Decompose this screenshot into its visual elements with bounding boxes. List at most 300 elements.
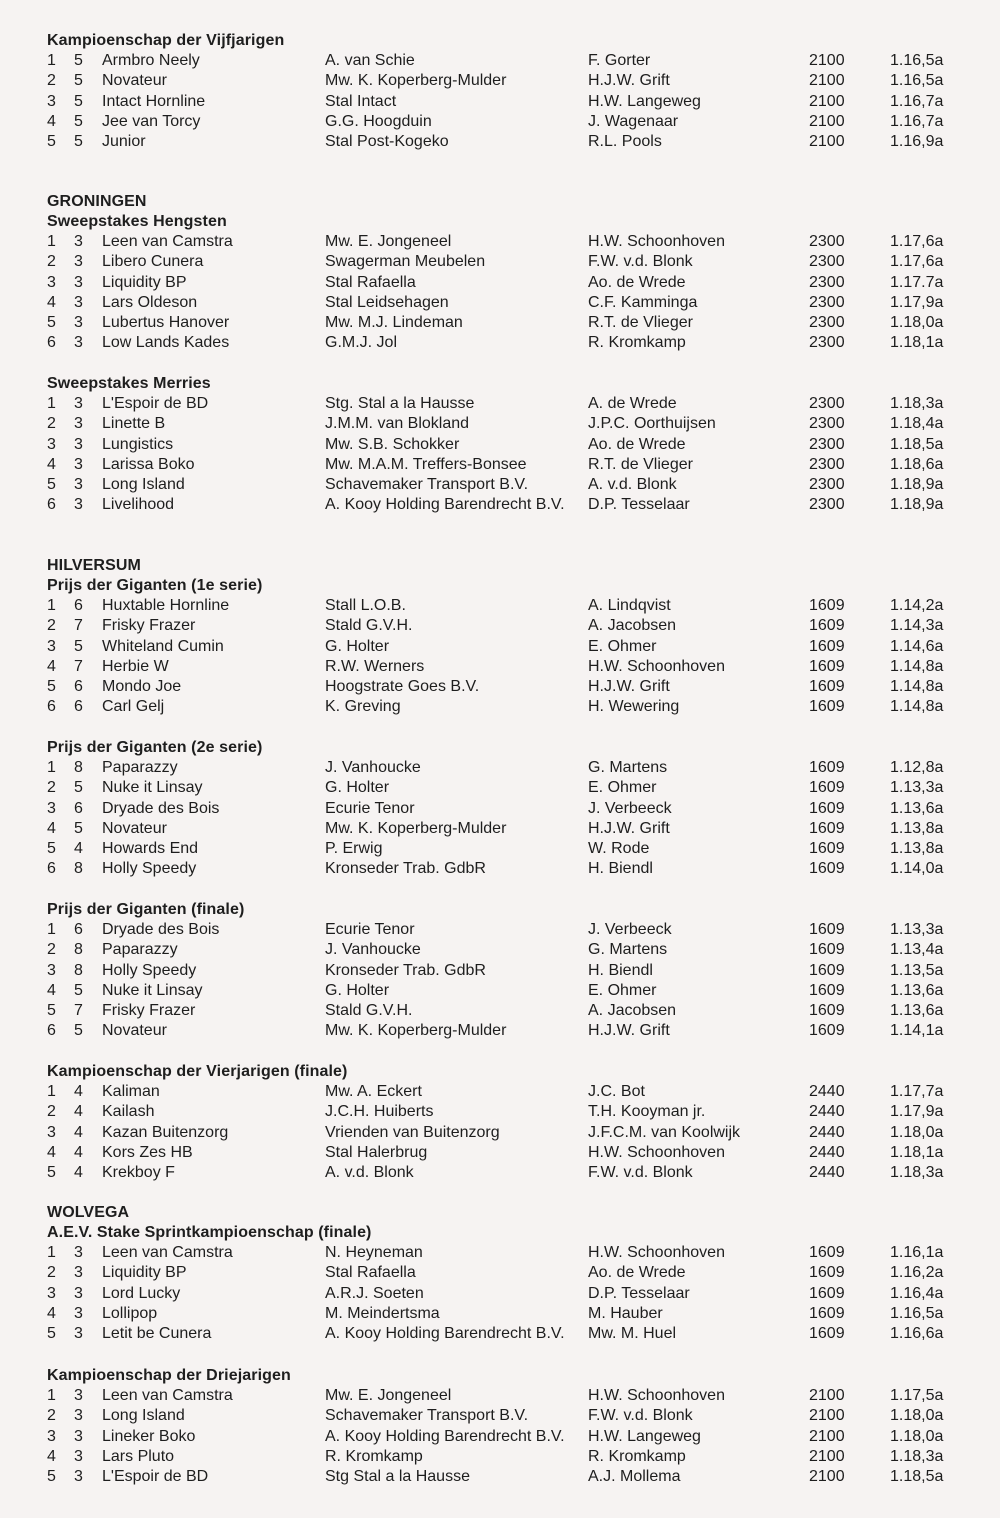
owner: Stald G.V.H. <box>325 1002 413 1020</box>
result-row <box>47 435 967 455</box>
distance: 2300 <box>809 395 845 412</box>
owner: A. Kooy Holding Barendrecht B.V. <box>325 1427 565 1445</box>
race-section <box>47 31 967 152</box>
owner: J.C.H. Huiberts <box>325 1103 434 1121</box>
horse-name: Frisky Frazer <box>102 1002 196 1020</box>
driver: W. Rode <box>588 840 650 858</box>
time: 1.18,4a <box>890 415 944 433</box>
time: 1.13,6a <box>890 799 944 817</box>
distance: 1609 <box>809 617 845 635</box>
result-row <box>47 495 967 515</box>
result-row <box>47 940 967 960</box>
distance: 2300 <box>809 415 845 433</box>
horse-name: Kazan Buitenzorg <box>102 1123 229 1141</box>
result-row <box>47 1021 967 1041</box>
time: 1.16,2a <box>890 1264 944 1282</box>
distance: 1609 <box>809 921 845 938</box>
driver: F.W. v.d. Blonk <box>588 253 693 271</box>
distance: 2100 <box>809 92 845 110</box>
position: 2 <box>47 1264 56 1282</box>
position: 3 <box>47 1123 56 1141</box>
age: 3 <box>74 1387 83 1404</box>
owner: Kronseder Trab. GdbR <box>325 860 486 878</box>
result-row <box>47 1427 967 1447</box>
time: 1.18,3a <box>890 1164 944 1182</box>
distance: 2300 <box>809 435 845 453</box>
horse-name: Libero Cunera <box>102 253 204 271</box>
age: 3 <box>74 415 83 433</box>
position: 6 <box>47 334 56 352</box>
owner: G. Holter <box>325 779 390 797</box>
driver: T.H. Kooyman jr. <box>588 1103 706 1121</box>
race-title: Sweepstakes Hengsten <box>47 213 227 230</box>
age: 8 <box>74 860 83 878</box>
result-row <box>47 112 967 132</box>
result-row <box>47 1324 967 1344</box>
time: 1.14,6a <box>890 637 944 655</box>
venue-heading: GRONINGEN <box>47 193 147 210</box>
time: 1.18,1a <box>890 334 944 352</box>
distance: 1609 <box>809 678 845 696</box>
distance: 2100 <box>809 1407 845 1425</box>
age: 3 <box>74 314 83 332</box>
horse-name: Long Island <box>102 1407 185 1425</box>
age: 5 <box>74 72 83 90</box>
position: 1 <box>47 597 56 614</box>
age: 3 <box>74 293 83 311</box>
horse-name: Leen van Camstra <box>102 233 233 250</box>
position: 1 <box>47 921 56 938</box>
owner: Mw. M.J. Lindeman <box>325 314 463 332</box>
position: 4 <box>47 1304 56 1322</box>
owner: Ecurie Tenor <box>325 921 415 938</box>
horse-name: Lars Oldeson <box>102 293 198 311</box>
age: 3 <box>74 1325 83 1343</box>
position: 2 <box>47 415 56 433</box>
horse-name: Kaliman <box>102 1083 160 1100</box>
age: 3 <box>74 395 83 412</box>
result-row <box>47 1102 967 1122</box>
distance: 1609 <box>809 840 845 858</box>
age: 5 <box>74 637 83 655</box>
owner: Stall L.O.B. <box>325 597 406 614</box>
position: 5 <box>47 1468 56 1486</box>
position: 1 <box>47 395 56 412</box>
time: 1.16,9a <box>890 133 944 151</box>
distance: 1609 <box>809 819 845 837</box>
horse-name: Larissa Boko <box>102 455 195 473</box>
driver: A. Lindqvist <box>588 597 671 614</box>
time: 1.17,9a <box>890 293 944 311</box>
race-title: Kampioenschap der Driejarigen <box>47 1367 291 1384</box>
age: 3 <box>74 1304 83 1322</box>
driver: F.W. v.d. Blonk <box>588 1164 693 1182</box>
time: 1.16,5a <box>890 1304 944 1322</box>
driver: J.F.C.M. van Koolwijk <box>588 1123 741 1141</box>
driver: H.J.W. Grift <box>588 1022 670 1040</box>
owner: Mw. K. Koperberg-Mulder <box>325 72 507 90</box>
time: 1.13,5a <box>890 961 944 979</box>
result-row <box>47 778 967 798</box>
result-row <box>47 1467 967 1487</box>
race-title: A.E.V. Stake Sprintkampioenschap (finale) <box>47 1224 372 1241</box>
distance: 2440 <box>809 1123 845 1141</box>
time: 1.17,6a <box>890 233 944 250</box>
time: 1.17,5a <box>890 1387 944 1404</box>
horse-name: Holly Speedy <box>102 860 197 878</box>
age: 4 <box>74 1083 83 1100</box>
age: 4 <box>74 1123 83 1141</box>
time: 1.16,5a <box>890 52 944 69</box>
time: 1.18,0a <box>890 1427 944 1445</box>
horse-name: L'Espoir de BD <box>102 1468 209 1486</box>
driver: H.W. Langeweg <box>588 1427 701 1445</box>
horse-name: Novateur <box>102 72 167 90</box>
horse-name: Livelihood <box>102 496 175 514</box>
result-row <box>47 1163 967 1183</box>
age: 3 <box>74 1407 83 1425</box>
owner: A.R.J. Soeten <box>325 1284 424 1302</box>
age: 3 <box>74 435 83 453</box>
position: 5 <box>47 1002 56 1020</box>
race-section <box>47 900 967 1042</box>
owner: K. Greving <box>325 698 401 716</box>
position: 4 <box>47 819 56 837</box>
horse-name: Dryade des Bois <box>102 921 220 938</box>
distance: 2300 <box>809 334 845 352</box>
driver: G. Martens <box>588 941 668 959</box>
position: 2 <box>47 617 56 635</box>
age: 4 <box>74 1143 83 1161</box>
result-row <box>47 819 967 839</box>
position: 4 <box>47 455 56 473</box>
age: 6 <box>74 678 83 696</box>
owner: Stal Halerbrug <box>325 1143 428 1161</box>
owner: Vrienden van Buitenzorg <box>325 1123 500 1141</box>
horse-name: Holly Speedy <box>102 961 197 979</box>
driver: J.C. Bot <box>588 1083 645 1100</box>
driver: Ao. de Wrede <box>588 1264 686 1282</box>
age: 3 <box>74 1264 83 1282</box>
owner: Mw. A. Eckert <box>325 1083 422 1100</box>
driver: H.W. Schoonhoven <box>588 1244 725 1261</box>
time: 1.18,3a <box>890 395 944 412</box>
position: 3 <box>47 273 56 291</box>
race-section <box>47 1062 967 1183</box>
driver: F.W. v.d. Blonk <box>588 1407 693 1425</box>
result-row <box>47 1386 967 1406</box>
age: 6 <box>74 921 83 938</box>
distance: 2440 <box>809 1143 845 1161</box>
driver: H.W. Schoonhoven <box>588 233 725 250</box>
owner: Mw. K. Koperberg-Mulder <box>325 1022 507 1040</box>
horse-name: Krekboy F <box>102 1164 175 1182</box>
owner: J. Vanhoucke <box>325 759 421 776</box>
distance: 2300 <box>809 293 845 311</box>
driver: R. Kromkamp <box>588 334 686 352</box>
time: 1.13,3a <box>890 921 944 938</box>
distance: 1609 <box>809 941 845 959</box>
distance: 1609 <box>809 860 845 878</box>
age: 8 <box>74 961 83 979</box>
position: 1 <box>47 1244 56 1261</box>
time: 1.18,5a <box>890 435 944 453</box>
result-row <box>47 313 967 333</box>
distance: 1609 <box>809 597 845 614</box>
age: 5 <box>74 133 83 151</box>
owner: Schavemaker Transport B.V. <box>325 1407 529 1425</box>
owner: J. Vanhoucke <box>325 941 421 959</box>
position: 4 <box>47 1447 56 1465</box>
time: 1.13,6a <box>890 1002 944 1020</box>
time: 1.18,9a <box>890 476 944 494</box>
driver: A. de Wrede <box>588 395 677 412</box>
result-row <box>47 132 967 152</box>
distance: 2100 <box>809 52 845 69</box>
driver: R.L. Pools <box>588 133 662 151</box>
age: 5 <box>74 981 83 999</box>
driver: D.P. Tesselaar <box>588 496 690 514</box>
time: 1.14,1a <box>890 1022 944 1040</box>
owner: Mw. M.A.M. Treffers-Bonsee <box>325 455 527 473</box>
time: 1.16,7a <box>890 92 944 110</box>
race-section <box>47 1203 967 1344</box>
horse-name: Leen van Camstra <box>102 1387 233 1404</box>
time: 1.17,6a <box>890 253 944 271</box>
driver: H.W. Schoonhoven <box>588 657 725 675</box>
position: 3 <box>47 1427 56 1445</box>
horse-name: Herbie W <box>102 657 169 675</box>
driver: C.F. Kamminga <box>588 293 698 311</box>
driver: A.J. Mollema <box>588 1468 681 1486</box>
position: 6 <box>47 860 56 878</box>
driver: H.W. Schoonhoven <box>588 1387 725 1404</box>
result-row <box>47 1263 967 1283</box>
age: 3 <box>74 253 83 271</box>
horse-name: Low Lands Kades <box>102 334 230 352</box>
owner: P. Erwig <box>325 840 383 858</box>
owner: Mw. E. Jongeneel <box>325 1387 452 1404</box>
distance: 1609 <box>809 961 845 979</box>
position: 3 <box>47 799 56 817</box>
position: 3 <box>47 637 56 655</box>
position: 5 <box>47 476 56 494</box>
result-row <box>47 1082 967 1102</box>
position: 4 <box>47 981 56 999</box>
owner: Mw. E. Jongeneel <box>325 233 452 250</box>
driver: H.J.W. Grift <box>588 678 670 696</box>
owner: M. Meindertsma <box>325 1304 440 1322</box>
owner: Stg. Stal a la Hausse <box>325 395 475 412</box>
age: 5 <box>74 52 83 69</box>
result-row <box>47 1304 967 1324</box>
position: 1 <box>47 233 56 250</box>
owner: Stal Leidsehagen <box>325 293 449 311</box>
position: 6 <box>47 698 56 716</box>
distance: 2440 <box>809 1164 845 1182</box>
position: 5 <box>47 314 56 332</box>
position: 4 <box>47 112 56 130</box>
distance: 2300 <box>809 476 845 494</box>
position: 3 <box>47 961 56 979</box>
time: 1.18,6a <box>890 455 944 473</box>
owner: G. Holter <box>325 637 390 655</box>
result-row <box>47 697 967 717</box>
race-title: Prijs der Giganten (1e serie) <box>47 577 263 594</box>
horse-name: Intact Hornline <box>102 92 206 110</box>
horse-name: Lars Pluto <box>102 1447 175 1465</box>
horse-name: Lineker Boko <box>102 1427 196 1445</box>
time: 1.18,3a <box>890 1447 944 1465</box>
result-row <box>47 1406 967 1426</box>
driver: A. Jacobsen <box>588 1002 677 1020</box>
driver: Mw. M. Huel <box>588 1325 677 1343</box>
result-row <box>47 616 967 636</box>
result-row <box>47 1143 967 1163</box>
horse-name: Mondo Joe <box>102 678 182 696</box>
time: 1.17,9a <box>890 1103 944 1121</box>
horse-name: Lubertus Hanover <box>102 314 230 332</box>
result-row <box>47 414 967 434</box>
driver: R. Kromkamp <box>588 1447 686 1465</box>
horse-name: Junior <box>102 133 146 151</box>
time: 1.18,9a <box>890 496 944 514</box>
result-row <box>47 394 967 414</box>
age: 3 <box>74 1427 83 1445</box>
position: 5 <box>47 840 56 858</box>
race-title: Sweepstakes Merries <box>47 375 211 392</box>
horse-name: Leen van Camstra <box>102 1244 233 1261</box>
distance: 1609 <box>809 657 845 675</box>
distance: 2300 <box>809 496 845 514</box>
distance: 2300 <box>809 273 845 291</box>
distance: 1609 <box>809 981 845 999</box>
distance: 2100 <box>809 133 845 151</box>
time: 1.14,2a <box>890 597 944 614</box>
distance: 2440 <box>809 1103 845 1121</box>
age: 7 <box>74 657 83 675</box>
driver: M. Hauber <box>588 1304 663 1322</box>
owner: Ecurie Tenor <box>325 799 415 817</box>
horse-name: Lord Lucky <box>102 1284 181 1302</box>
owner: R. Kromkamp <box>325 1447 423 1465</box>
owner: G.G. Hoogduin <box>325 112 432 130</box>
time: 1.17,7a <box>890 1083 944 1100</box>
time: 1.18,1a <box>890 1143 944 1161</box>
distance: 1609 <box>809 1264 845 1282</box>
time: 1.16,6a <box>890 1325 944 1343</box>
position: 1 <box>47 759 56 776</box>
time: 1.18,5a <box>890 1468 944 1486</box>
position: 5 <box>47 133 56 151</box>
horse-name: Kors Zes HB <box>102 1143 193 1161</box>
age: 3 <box>74 476 83 494</box>
owner: Mw. K. Koperberg-Mulder <box>325 819 507 837</box>
driver: Ao. de Wrede <box>588 435 686 453</box>
time: 1.13,4a <box>890 941 944 959</box>
time: 1.16,7a <box>890 112 944 130</box>
distance: 2100 <box>809 1427 845 1445</box>
horse-name: Paparazzy <box>102 941 178 959</box>
result-row <box>47 1123 967 1143</box>
owner: Stal Rafaella <box>325 273 416 291</box>
position: 1 <box>47 1387 56 1404</box>
horse-name: Nuke it Linsay <box>102 981 203 999</box>
distance: 1609 <box>809 1002 845 1020</box>
race-section <box>47 556 967 718</box>
age: 5 <box>74 819 83 837</box>
owner: Swagerman Meubelen <box>325 253 486 271</box>
driver: F. Gorter <box>588 52 651 69</box>
result-row <box>47 1447 967 1467</box>
distance: 1609 <box>809 799 845 817</box>
driver: E. Ohmer <box>588 981 657 999</box>
position: 4 <box>47 293 56 311</box>
distance: 1609 <box>809 1022 845 1040</box>
age: 7 <box>74 1002 83 1020</box>
distance: 1609 <box>809 1284 845 1302</box>
distance: 2100 <box>809 72 845 90</box>
driver: J. Wagenaar <box>588 112 679 130</box>
position: 5 <box>47 678 56 696</box>
horse-name: Nuke it Linsay <box>102 779 203 797</box>
horse-name: Lollipop <box>102 1304 158 1322</box>
age: 5 <box>74 112 83 130</box>
age: 6 <box>74 698 83 716</box>
driver: J. Verbeeck <box>588 921 672 938</box>
distance: 1609 <box>809 1304 845 1322</box>
time: 1.18,0a <box>890 314 944 332</box>
time: 1.18,0a <box>890 1123 944 1141</box>
horse-name: Novateur <box>102 1022 167 1040</box>
distance: 2300 <box>809 314 845 332</box>
race-title: Prijs der Giganten (2e serie) <box>47 739 263 756</box>
owner: A. v.d. Blonk <box>325 1164 414 1182</box>
age: 7 <box>74 617 83 635</box>
result-row <box>47 839 967 859</box>
age: 3 <box>74 1468 83 1486</box>
venue-heading: WOLVEGA <box>47 1204 130 1221</box>
distance: 1609 <box>809 637 845 655</box>
owner: Stal Rafaella <box>325 1264 416 1282</box>
distance: 1609 <box>809 698 845 716</box>
age: 8 <box>74 941 83 959</box>
time: 1.17.7a <box>890 273 944 291</box>
distance: 1609 <box>809 1244 845 1261</box>
age: 3 <box>74 455 83 473</box>
result-row <box>47 252 967 272</box>
race-title: Prijs der Giganten (finale) <box>47 901 245 918</box>
age: 3 <box>74 1447 83 1465</box>
result-row <box>47 475 967 495</box>
distance: 2100 <box>809 1447 845 1465</box>
race-title: Kampioenschap der Vijfjarigen <box>47 32 285 49</box>
driver: A. v.d. Blonk <box>588 476 677 494</box>
age: 3 <box>74 334 83 352</box>
position: 6 <box>47 1022 56 1040</box>
owner: Mw. S.B. Schokker <box>325 435 460 453</box>
time: 1.16,4a <box>890 1284 944 1302</box>
horse-name: Novateur <box>102 819 167 837</box>
time: 1.13,8a <box>890 819 944 837</box>
result-row <box>47 1284 967 1304</box>
age: 5 <box>74 92 83 110</box>
horse-name: Linette B <box>102 415 166 433</box>
horse-name: L'Espoir de BD <box>102 395 209 412</box>
time: 1.13,8a <box>890 840 944 858</box>
distance: 1609 <box>809 1325 845 1343</box>
driver: J.P.C. Oorthuijsen <box>588 415 716 433</box>
